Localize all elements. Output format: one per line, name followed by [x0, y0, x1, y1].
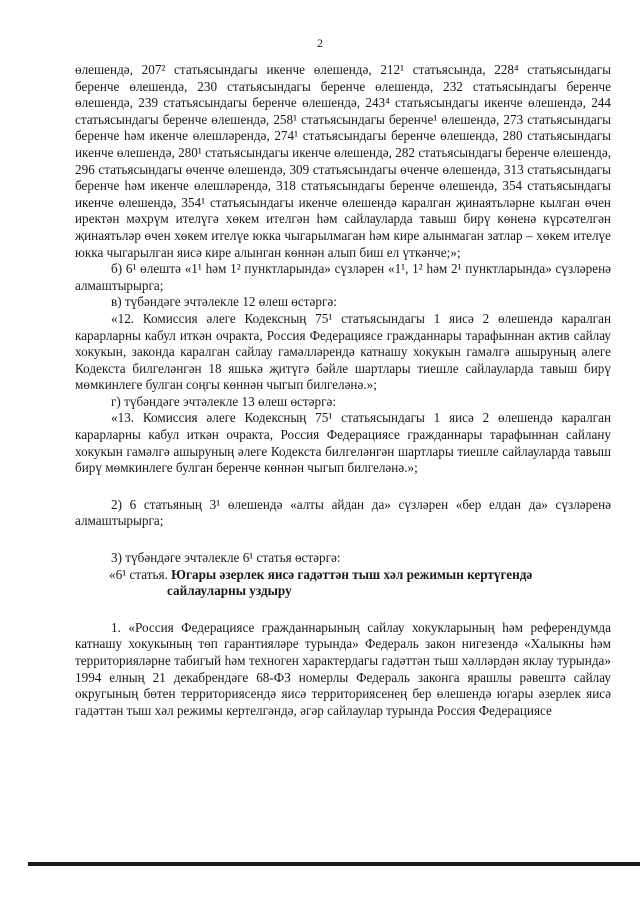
- page-bottom-border: [28, 862, 640, 866]
- article-title-line2: сайлауларны уздыру: [167, 583, 292, 599]
- paragraph-item-v: в) түбәндәге эчтәлекле 12 өлеш өстәргә:: [111, 294, 337, 310]
- paragraph-articles-list: өлешендә, 207² статьясындагы икенче өлешендә, 212¹ статьясында, 228⁴ статьясындагы беренче өлешендә, 230 статьясындагы беренче өлешендә, 232 статьясындагы беренче өлешендә, 239 статьясындагы беренче өлешендә, 243⁴ статьясындагы икенче өлешендә, 244 статьясындагы беренче өлешендә, 258¹ статьясындагы беренче¹ өлешендә, 273 статьясындагы беренче һәм икенче өлешләрендә, 274¹ статьясындагы беренче өлешендә, 280 статьясындагы икенче өлешендә, 280¹ статьясындагы икенче өлешендә, 282 статьясындагы беренче өлешендә, 296 статьясындагы өченче өлешендә, 309 статьясындагы өченче өлешендә, 313 статьясындагы беренче һәм икенче өлешләрендә, 318 статьясындагы беренче өлешендә, 354 статьясындагы икенче өлешендә, 354¹ статьясындагы икенче өлешендә каралган җинаятьләрне кылган өчен иректән мәхрүм ителүгә хөкем ителгән һәм сайлауларда тавыш бирү көненә күрсәтелгән җинаятьләр өчен хөкем ителүе юкка чыгарылмаган һәм кире алынмаган затлар – хөкем ителүе юкка чыгарылган яисә кире алынган көннән алып биш ел үткәнче;»;: [75, 62, 611, 260]
- article-title-line1: Югары әзерлек яисә гадәттән тыш хәл режимын кертүгендә: [171, 566, 533, 582]
- paragraph-item-b: б) 6¹ өлештә «1¹ һәм 1² пунктларында» сүзләрен «1¹, 1² һәм 2¹ пунктларында» сүзләренә алмаштырырга;: [75, 261, 611, 293]
- article-heading: [75, 567, 611, 600]
- paragraph-item-3: 3) түбәндәге эчтәлекле 6¹ статья өстәргә:: [111, 550, 341, 566]
- paragraph-item-g: г) түбәндәге эчтәлекле 13 өлеш өстәргә:: [111, 393, 337, 409]
- paragraph-item-2: 2) 6 статьяның 3¹ өлешендә «алты айдан да» сүзләрен «бер елдан да» сүзләренә алмаштырырга;: [75, 496, 611, 529]
- paragraph-part-13: «13. Комиссия әлеге Кодексның 75¹ статьясындагы 1 яисә 2 өлешендә каралган карарларны кабул иткән очракта, Россия Федерациясе гражданнары тарафыннан сайлану хокукын гамәлгә ашыруның әлеге Кодекста билгеләнгән шартлары тиешле сайлауларда тавыш бирү мөмкинлеге булган беренче көннән чыгып билгеләнә.»;: [75, 410, 611, 476]
- paragraph-point-1: 1. «Россия Федерациясе гражданнарының сайлау хокукларының һәм референдумда катнашу хокукының төп гарантияләре турында» Федераль закон нигезендә «Халыкны һәм территорияләрне табигый һәм техноген характердагы гадәттән тыш хәлләрдән яклау турында» 1994 елның 21 декабрендәге 68-ФЗ номерлы Федераль законга ярашлы рәвештә сайлау округының бөтен территориясендә яисә территориясенең бер өлешендә югары әзерлек яисә гадәттән тыш хәл режимы кертелгәндә, әгәр сайлаулар турында Россия Федерациясе: [75, 619, 611, 718]
- document-body: [75, 62, 611, 719]
- paragraph-part-12: «12. Комиссия әлеге Кодексның 75¹ статьясындагы 1 яисә 2 өлешендә каралган карарларны кабул иткән очракта, Россия Федерациясе гражданнары тарафыннан актив сайлау хокукын, законда каралган сайлау гамәлләрендә катнашу хокукын гамәлгә ашыруның әлеге Кодекста билгеләнгән 18 яшькә җитүгә бәйле шартлары тиешле сайлауларда тавыш бирү мөмкинлеге булган соңгы көннән чыгып билгеләнә.»;: [75, 310, 611, 393]
- page-number: 2: [317, 36, 323, 50]
- article-number: «6¹ статья.: [109, 566, 168, 582]
